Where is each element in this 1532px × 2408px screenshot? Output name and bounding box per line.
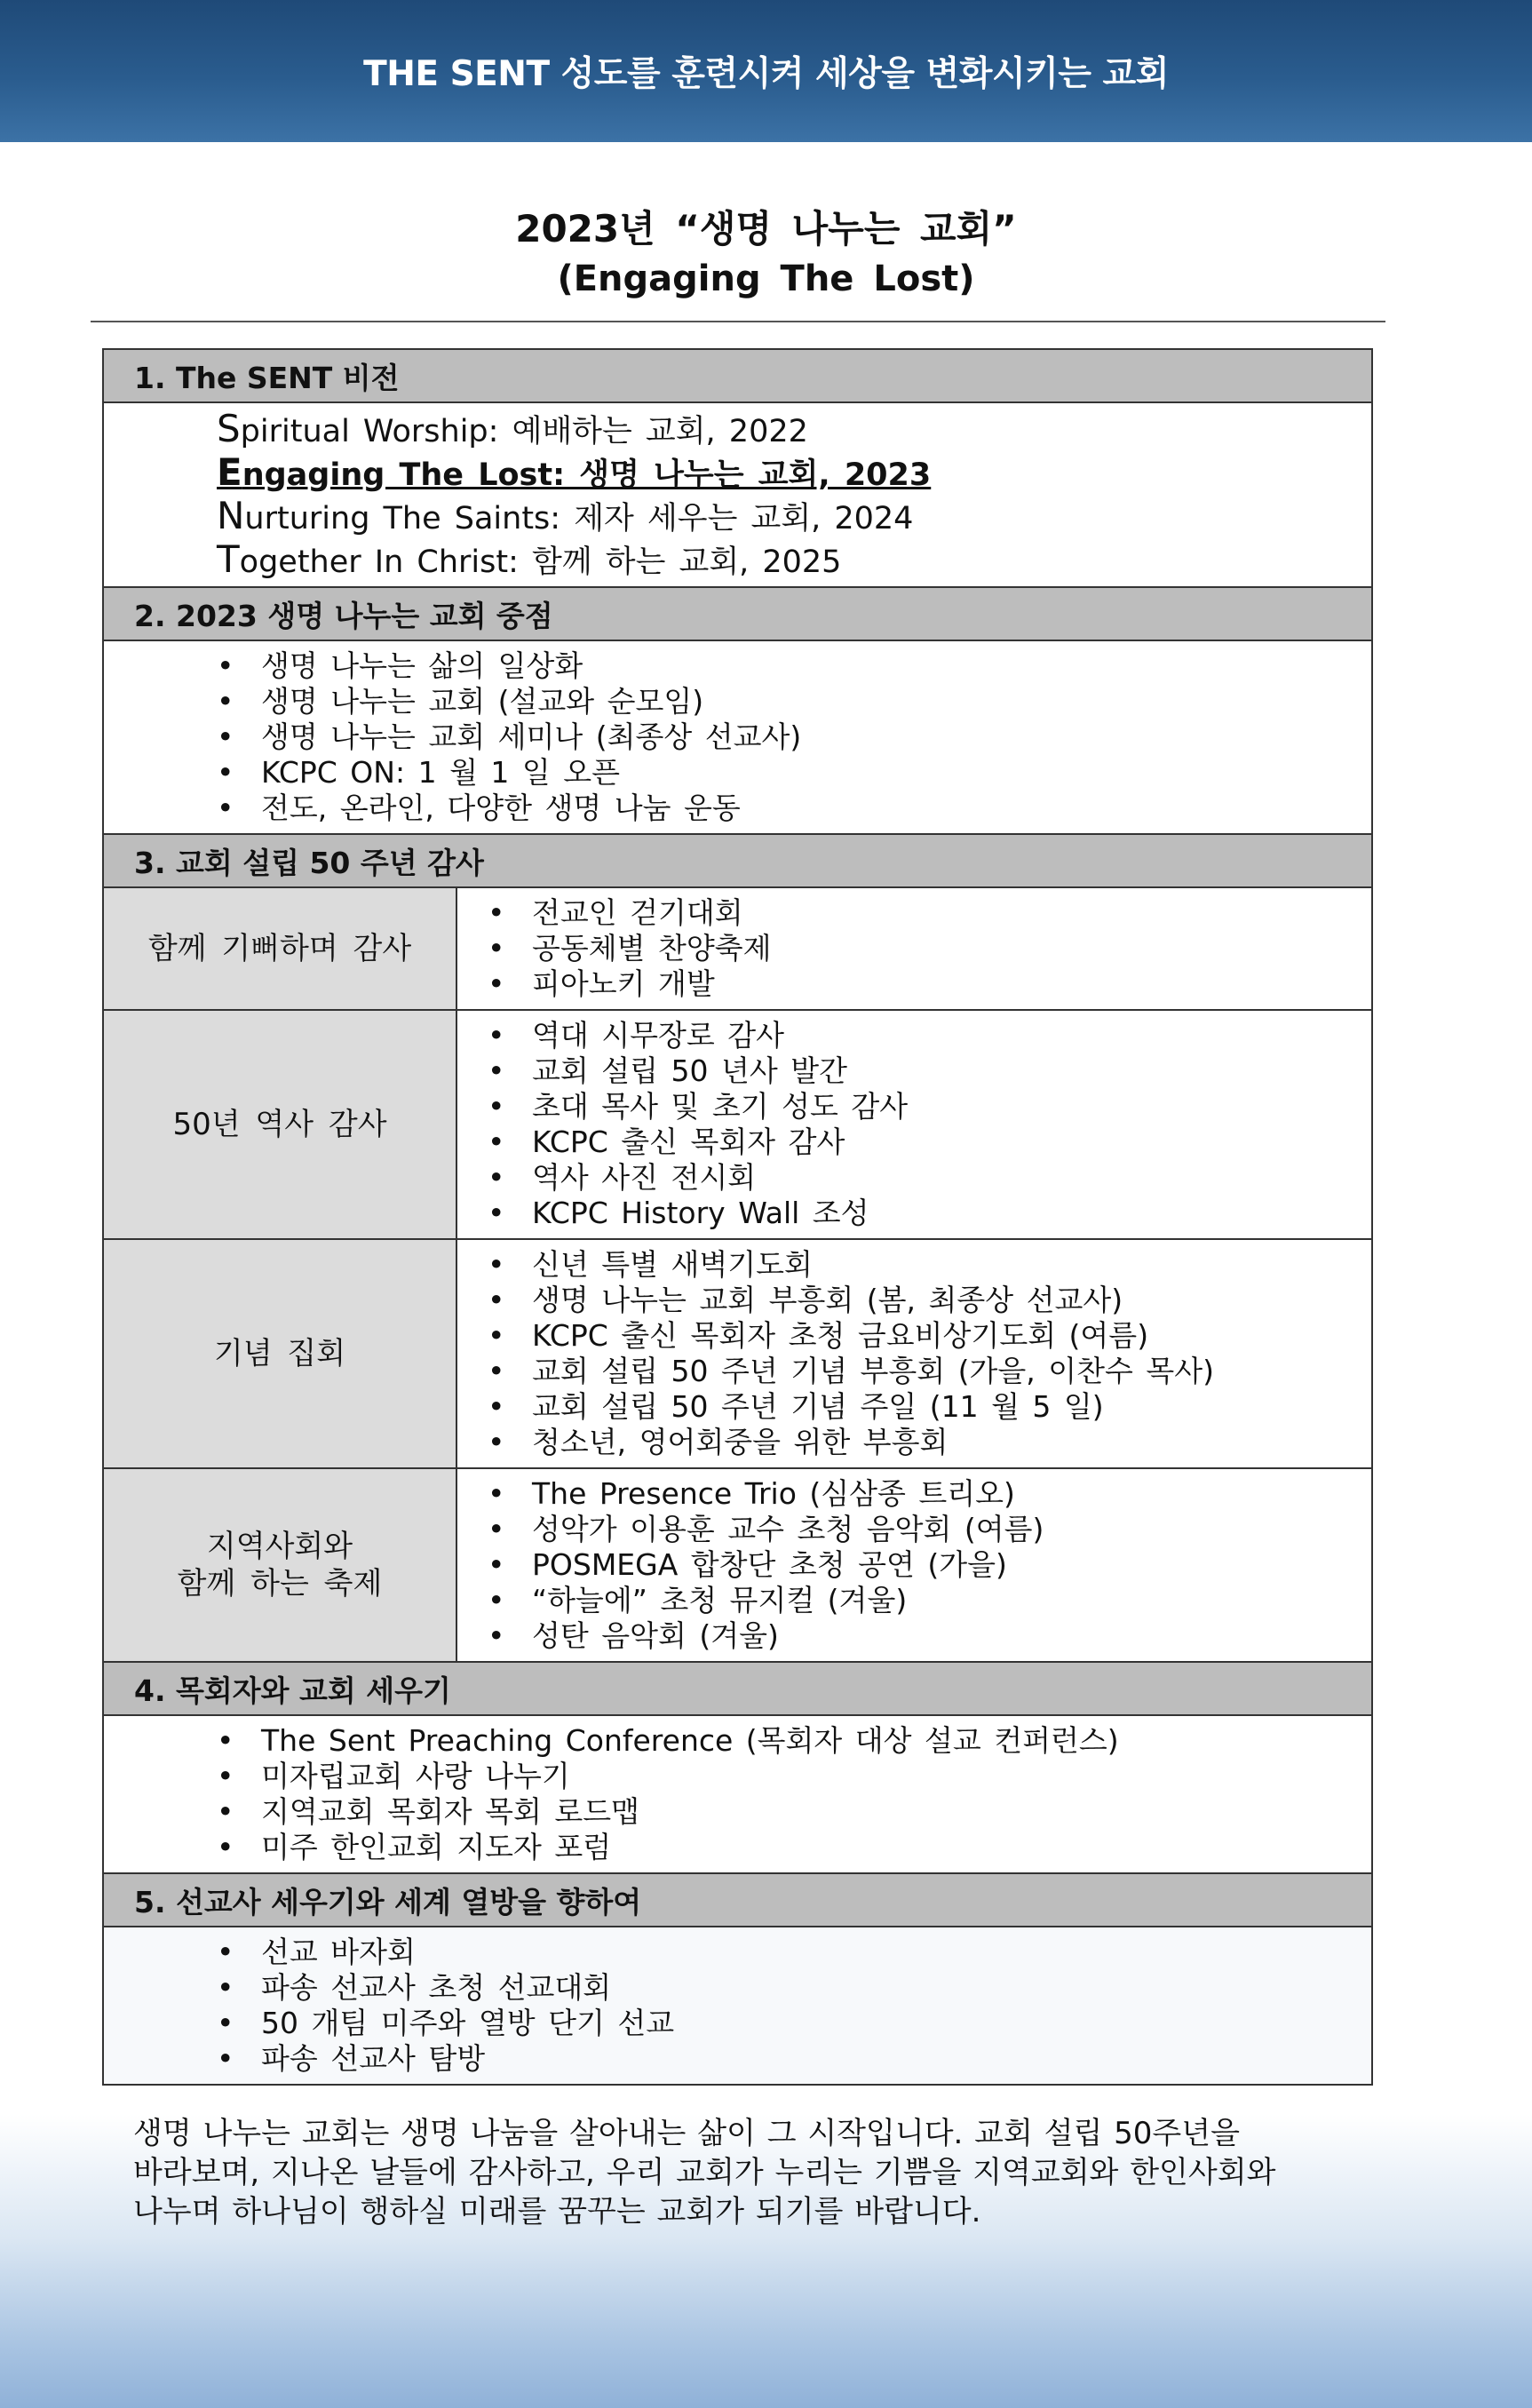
- list-item: • “하늘에” 초청 뮤지컬 (겨울): [488, 1583, 1371, 1618]
- list-item: • 역대 시무장로 감사: [488, 1018, 1371, 1053]
- vision-item-engaging-the-lost: Engaging The Lost: 생명 나누는 교회, 2023: [217, 450, 932, 494]
- anniversary-row: [104, 1240, 1371, 1469]
- title-divider: [91, 321, 1385, 322]
- section-focus-body: [104, 641, 1371, 835]
- anniversary-row-items: [457, 1240, 1371, 1467]
- anniversary-row-label: 지역사회와 함께 하는 축제: [104, 1469, 457, 1661]
- list-item: • 초대 목사 및 초기 성도 감사: [488, 1089, 1371, 1125]
- section-pastors-body: [104, 1716, 1371, 1874]
- list-item: • 공동체별 찬양축제: [488, 931, 1371, 966]
- section-focus-heading: 2. 2023 생명 나누는 교회 중점: [104, 588, 1371, 641]
- section-missions-body: [104, 1927, 1371, 2084]
- list-item: • 미주 한인교회 지도자 포럼: [217, 1830, 1371, 1865]
- list-item: • 파송 선교사 탐방: [217, 2041, 1371, 2077]
- section-anniversary-heading: 3. 교회 설립 50 주년 감사: [104, 835, 1371, 888]
- plan-table: [102, 348, 1373, 2086]
- anniversary-row-items: [457, 1469, 1371, 1661]
- list-item: • 청소년, 영어회중을 위한 부흥회: [488, 1425, 1371, 1460]
- list-item: • 전교인 걷기대회: [488, 895, 1371, 931]
- list-item: • 지역교회 목회자 목회 로드맵: [217, 1794, 1371, 1830]
- list-item: • KCPC 출신 목회자 초청 금요비상기도회 (여름): [488, 1318, 1371, 1354]
- closing-line: 생명 나누는 교회는 생명 나눔을 살아내는 삶이 그 시작입니다. 교회 설립 50주년을: [133, 2116, 1240, 2151]
- banner-title: THE SENT 성도를 훈련시켜 세상을 변화시키는 교회: [363, 54, 1169, 94]
- list-item: • 교회 설립 50 주년 기념 부흥회 (가을, 이찬수 목사): [488, 1354, 1371, 1389]
- pastors-list: [104, 1716, 1371, 1872]
- closing-line: 나누며 하나님이 행하실 미래를 꿈꾸는 교회가 되기를 바랍니다.: [133, 2194, 981, 2229]
- anniversary-row-label: 50년 역사 감사: [104, 1011, 457, 1238]
- list-item: • 성악가 이용훈 교수 초청 음악회 (여름): [488, 1512, 1371, 1547]
- list-item: • 전도, 온라인, 다양한 생명 나눔 운동: [217, 791, 1371, 826]
- closing-line: 바라보며, 지나온 날들에 감사하고, 우리 교회가 누리는 기쁨을 지역교회와 한인사회와: [133, 2155, 1276, 2190]
- list-item: • 생명 나누는 교회 부흥회 (봄, 최종상 선교사): [488, 1283, 1371, 1318]
- closing-paragraph: [133, 2114, 1394, 2231]
- section-vision-body: [104, 403, 1371, 588]
- list-item: • 50 개팀 미주와 열방 단기 선교: [217, 2006, 1371, 2041]
- vision-item-spiritual-worship: Spiritual Worship: 예배하는 교회, 2022: [217, 407, 808, 450]
- list-item: • 교회 설립 50 주년 기념 주일 (11 월 5 일): [488, 1389, 1371, 1425]
- list-item: • KCPC History Wall 조성: [488, 1196, 1371, 1231]
- list-item: • 선교 바자회: [217, 1935, 1371, 1970]
- list-item: • The Presence Trio (심삼종 트리오): [488, 1476, 1371, 1512]
- focus-list: [104, 641, 1371, 833]
- anniversary-row-label: 기념 집회: [104, 1240, 457, 1467]
- list-item: • 역사 사진 전시회: [488, 1160, 1371, 1196]
- list-item: • The Sent Preaching Conference (목회자 대상 설교 컨퍼런스): [217, 1723, 1371, 1759]
- vision-item-together-in-christ: Together In Christ: 함께 하는 교회, 2025: [217, 537, 842, 581]
- list-item: • 성탄 음악회 (겨울): [488, 1618, 1371, 1654]
- anniversary-row: [104, 1469, 1371, 1663]
- anniversary-row: [104, 888, 1371, 1011]
- vision-item-nurturing-the-saints: Nurturing The Saints: 제자 세우는 교회, 2024: [217, 494, 914, 537]
- section-missions-heading: 5. 선교사 세우기와 세계 열방을 향하여: [104, 1874, 1371, 1927]
- page-title: [0, 204, 1532, 304]
- list-item: • 교회 설립 50 년사 발간: [488, 1053, 1371, 1089]
- anniversary-row-label: 함께 기뻐하며 감사: [104, 888, 457, 1009]
- list-item: • 신년 특별 새벽기도회: [488, 1247, 1371, 1283]
- list-item: • 파송 선교사 초청 선교대회: [217, 1970, 1371, 2006]
- anniversary-row: [104, 1011, 1371, 1240]
- list-item: • 피아노키 개발: [488, 966, 1371, 1002]
- anniversary-row-items: [457, 1011, 1371, 1238]
- list-item: • 생명 나누는 삶의 일상화: [217, 648, 1371, 684]
- section-vision-heading: 1. The SENT 비전: [104, 350, 1371, 403]
- list-item: • KCPC 출신 목회자 감사: [488, 1125, 1371, 1160]
- vision-list: [104, 403, 1371, 586]
- anniversary-row-items: [457, 888, 1371, 1009]
- header-banner: [0, 0, 1532, 142]
- list-item: • 생명 나누는 교회 (설교와 순모임): [217, 684, 1371, 719]
- list-item: • KCPC ON: 1 월 1 일 오픈: [217, 755, 1371, 791]
- list-item: • POSMEGA 합창단 초청 공연 (가을): [488, 1547, 1371, 1583]
- title-english-theme: (Engaging The Lost): [557, 258, 975, 299]
- list-item: • 생명 나누는 교회 세미나 (최종상 선교사): [217, 719, 1371, 755]
- missions-list: [104, 1927, 1371, 2084]
- list-item: • 미자립교회 사랑 나누기: [217, 1759, 1371, 1794]
- section-pastors-heading: 4. 목회자와 교회 세우기: [104, 1663, 1371, 1716]
- title-year-theme: 2023년 “생명 나누는 교회”: [515, 207, 1017, 250]
